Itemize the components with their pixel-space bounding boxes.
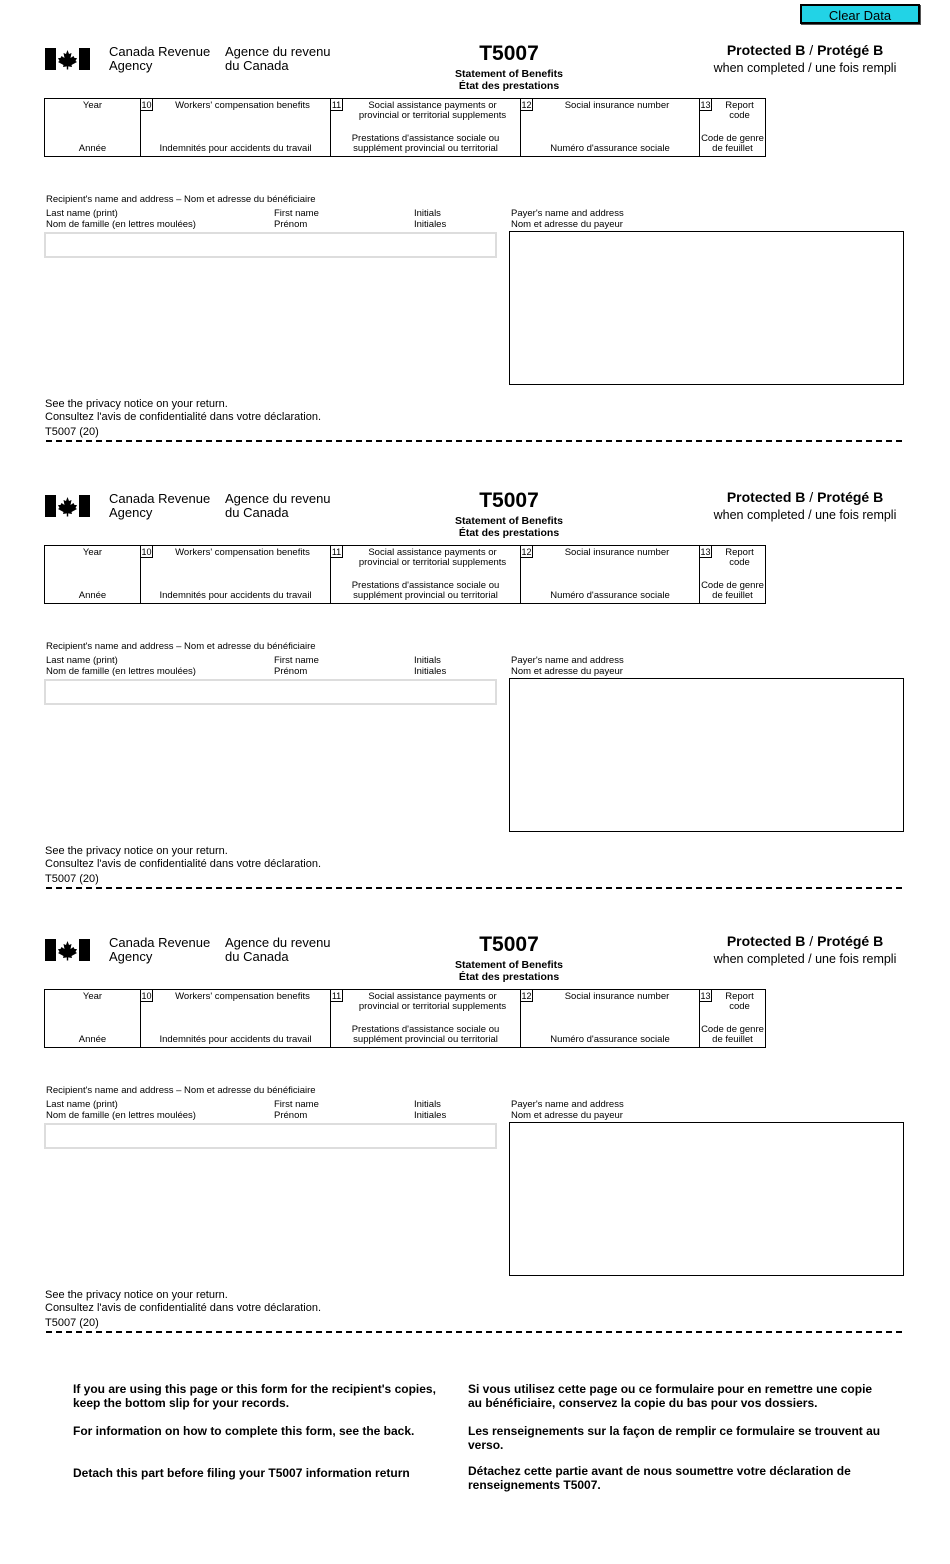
first-name-label: First name Prénom bbox=[274, 655, 319, 677]
canada-flag-icon bbox=[45, 495, 90, 517]
privacy-notice: See the privacy notice on your return. Consultez l'avis de confidentialité dans votre déclaration. T5007 (20) bbox=[45, 1289, 322, 1329]
box-number: 13 bbox=[700, 100, 711, 110]
last-name-label: Last name (print) Nom de famille (en lettres moulées) bbox=[46, 208, 196, 230]
agency-name-fr: Agence du revenu du Canada bbox=[225, 44, 331, 73]
form-code: T5007 (20) bbox=[45, 1317, 99, 1329]
instruction-fr-2: Les renseignements sur la façon de remplir ce formulaire se trouvent au verso. bbox=[468, 1424, 881, 1452]
initials-label: Initials Initiales bbox=[414, 655, 447, 677]
instruction-en-1: If you are using this page or this form for the recipient's copies, keep the bottom slip for your records. bbox=[73, 1382, 436, 1410]
agency-name-fr: Agence du revenu du Canada bbox=[225, 935, 331, 964]
first-name-label: First name Prénom bbox=[274, 1099, 319, 1121]
box-10-workers-compensation[interactable]: 10 Workers' compensation benefits Indemnités pour accidents du travail bbox=[141, 990, 331, 1047]
box-number: 12 bbox=[521, 991, 532, 1001]
box-number: 11 bbox=[331, 991, 342, 1001]
box-12-sin[interactable]: 12 Social insurance number Numéro d'assurance sociale bbox=[521, 546, 700, 603]
box-number: 12 bbox=[521, 100, 532, 110]
initials-label: Initials Initiales bbox=[414, 1099, 447, 1121]
box-number: 10 bbox=[141, 547, 152, 557]
protected-label: Protected B / Protégé B bbox=[726, 42, 884, 58]
form-subtitle: Statement of Benefits État des prestations bbox=[455, 959, 563, 983]
clear-data-button[interactable]: Clear Data bbox=[800, 4, 920, 24]
box-10-workers-compensation[interactable]: 10 Workers' compensation benefits Indemnités pour accidents du travail bbox=[141, 99, 331, 156]
protected-subtitle: when completed / une fois rempli bbox=[713, 952, 897, 966]
cut-line bbox=[46, 887, 902, 889]
box-number: 13 bbox=[700, 991, 711, 1001]
slip-boxes bbox=[44, 989, 766, 1048]
recipient-heading: Recipient's name and address – Nom et adresse du bénéficiaire bbox=[46, 641, 316, 652]
cut-line bbox=[46, 440, 902, 442]
t5007-slip bbox=[0, 891, 950, 1331]
protected-label: Protected B / Protégé B bbox=[726, 489, 884, 505]
payer-label: Payer's name and address Nom et adresse du payeur bbox=[511, 655, 624, 677]
protected-label: Protected B / Protégé B bbox=[726, 933, 884, 949]
year-box[interactable]: Year Année bbox=[45, 990, 141, 1047]
box-11-social-assistance[interactable]: 11 Social assistance payments or provincial or territorial supplements Prestations d'assistance sociale ou supplément provincial ou territorial bbox=[331, 99, 521, 156]
agency-name-en: Canada Revenue Agency bbox=[109, 935, 211, 964]
form-title: T5007 bbox=[479, 489, 539, 512]
box-13-report-code[interactable]: 13 Report code Code de genre de feuillet bbox=[700, 991, 764, 1045]
instruction-fr-3: Détachez cette partie avant de nous soumettre votre déclaration de renseignements T5007. bbox=[468, 1464, 851, 1492]
year-box[interactable]: Year Année bbox=[45, 546, 141, 603]
cut-line bbox=[46, 1331, 902, 1333]
agency-name-en: Canada Revenue Agency bbox=[109, 491, 211, 520]
recipient-name-input[interactable] bbox=[44, 1123, 497, 1149]
first-name-label: First name Prénom bbox=[274, 208, 319, 230]
box-number: 10 bbox=[141, 991, 152, 1001]
canada-flag-icon bbox=[45, 48, 90, 70]
privacy-notice: See the privacy notice on your return. Consultez l'avis de confidentialité dans votre déclaration. T5007 (20) bbox=[45, 845, 322, 885]
form-title: T5007 bbox=[479, 933, 539, 956]
last-name-label: Last name (print) Nom de famille (en lettres moulées) bbox=[46, 1099, 196, 1121]
form-code: T5007 (20) bbox=[45, 873, 99, 885]
box-13-report-code[interactable]: 13 Report code Code de genre de feuillet bbox=[700, 547, 764, 601]
box-number: 10 bbox=[141, 100, 152, 110]
instruction-en-2: For information on how to complete this form, see the back. bbox=[73, 1424, 415, 1438]
payer-label: Payer's name and address Nom et adresse du payeur bbox=[511, 208, 624, 230]
instruction-fr-1: Si vous utilisez cette page ou ce formulaire pour en remettre une copie au bénéficiaire, conservez la copie du bas pour vos dossiers. bbox=[468, 1382, 873, 1410]
instruction-en-3: Detach this part before filing your T5007 information return bbox=[73, 1466, 410, 1480]
box-12-sin[interactable]: 12 Social insurance number Numéro d'assurance sociale bbox=[521, 990, 700, 1047]
slip-boxes bbox=[44, 545, 766, 604]
canada-flag-icon bbox=[45, 939, 90, 961]
agency-name-en: Canada Revenue Agency bbox=[109, 44, 211, 73]
box-11-social-assistance[interactable]: 11 Social assistance payments or provincial or territorial supplements Prestations d'assistance sociale ou supplément provincial ou territorial bbox=[331, 546, 521, 603]
form-code: T5007 (20) bbox=[45, 426, 99, 438]
recipient-heading: Recipient's name and address – Nom et adresse du bénéficiaire bbox=[46, 1085, 316, 1096]
t5007-slip bbox=[0, 447, 950, 887]
payer-label: Payer's name and address Nom et adresse du payeur bbox=[511, 1099, 624, 1121]
form-title: T5007 bbox=[479, 42, 539, 65]
privacy-notice: See the privacy notice on your return. Consultez l'avis de confidentialité dans votre déclaration. T5007 (20) bbox=[45, 398, 322, 438]
year-box[interactable]: Year Année bbox=[45, 99, 141, 156]
box-number: 13 bbox=[700, 547, 711, 557]
box-10-workers-compensation[interactable]: 10 Workers' compensation benefits Indemnités pour accidents du travail bbox=[141, 546, 331, 603]
box-11-social-assistance[interactable]: 11 Social assistance payments or provincial or territorial supplements Prestations d'assistance sociale ou supplément provincial ou territorial bbox=[331, 990, 521, 1047]
form-subtitle: Statement of Benefits État des prestations bbox=[455, 68, 563, 92]
initials-label: Initials Initiales bbox=[414, 208, 447, 230]
form-subtitle: Statement of Benefits État des prestations bbox=[455, 515, 563, 539]
last-name-label: Last name (print) Nom de famille (en lettres moulées) bbox=[46, 655, 196, 677]
slip-boxes bbox=[44, 98, 766, 157]
recipient-name-input[interactable] bbox=[44, 679, 497, 705]
box-number: 11 bbox=[331, 547, 342, 557]
box-12-sin[interactable]: 12 Social insurance number Numéro d'assurance sociale bbox=[521, 99, 700, 156]
protected-subtitle: when completed / une fois rempli bbox=[713, 508, 897, 522]
recipient-name-input[interactable] bbox=[44, 232, 497, 258]
box-number: 11 bbox=[331, 100, 342, 110]
box-number: 12 bbox=[521, 547, 532, 557]
protected-subtitle: when completed / une fois rempli bbox=[713, 61, 897, 75]
recipient-heading: Recipient's name and address – Nom et adresse du bénéficiaire bbox=[46, 194, 316, 205]
t5007-slip bbox=[0, 0, 950, 440]
agency-name-fr: Agence du revenu du Canada bbox=[225, 491, 331, 520]
box-13-report-code[interactable]: 13 Report code Code de genre de feuillet bbox=[700, 100, 764, 154]
payer-name-address-field[interactable] bbox=[509, 678, 904, 832]
payer-name-address-field[interactable] bbox=[509, 231, 904, 385]
payer-name-address-field[interactable] bbox=[509, 1122, 904, 1276]
